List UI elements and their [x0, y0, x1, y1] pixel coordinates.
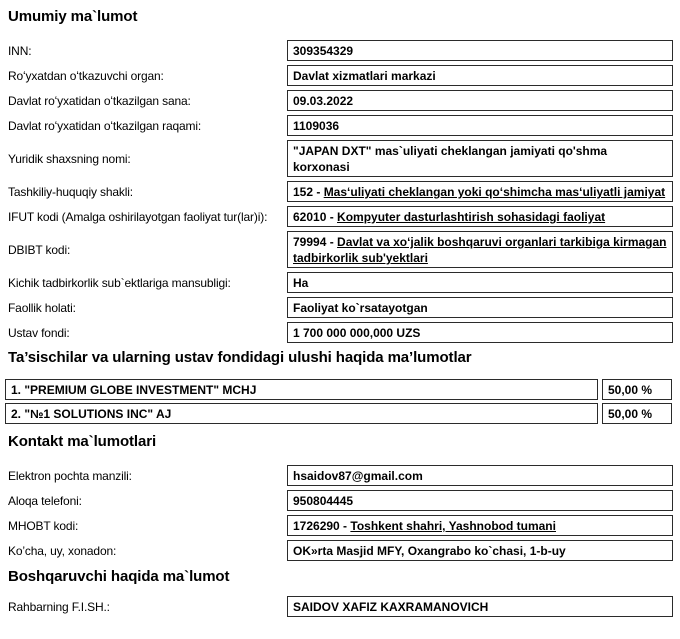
dbibt-code-link[interactable]: Davlat va xoʻjalik boshqaruvi organlari tarkibiga kirmagan tadbirkorlik sub'yektlari	[293, 235, 667, 265]
form-row-small-business	[8, 272, 672, 293]
legal-form-link[interactable]: Masʻuliyati cheklangan yoki qoʻshimcha masʻuliyatli jamiyat	[323, 185, 666, 199]
section-title-contact: Kontakt ma`lumotlari	[8, 433, 157, 450]
dbibt-code-value-box	[287, 231, 673, 268]
section-title-manager: Boshqaruvchi haqida ma`lumot	[8, 568, 230, 585]
section-general	[8, 8, 672, 343]
phone-value: 950804445	[293, 494, 354, 508]
founder-name: 2. "№1 SOLUTIONS INC" AJ	[5, 403, 598, 424]
form-row-dbibt-code	[8, 231, 672, 268]
manager-name-label: Rahbarning F.I.SH.:	[8, 599, 110, 614]
legal-name-value-box	[287, 140, 673, 177]
phone-value-box	[287, 490, 673, 511]
registration-number-value-box	[287, 115, 673, 136]
founder-row	[5, 403, 672, 424]
charter-capital-value: 1 700 000 000,000 UZS	[293, 326, 421, 340]
legal-form-code: 152 -	[293, 185, 324, 199]
registration-date-value: 09.03.2022	[293, 94, 354, 108]
registration-date-value-box	[287, 90, 673, 111]
registration-organ-value: Davlat xizmatlari markazi	[293, 69, 436, 83]
registration-date-label: Davlat roʻyxatidan oʻtkazilgan sana:	[8, 93, 191, 108]
manager-name-value: SAIDOV XAFIZ KAXRAMANOVICH	[293, 600, 489, 614]
form-row-registration-date	[8, 90, 672, 111]
dbibt-code-label: DBIBT kodi:	[8, 242, 71, 257]
registration-organ-value-box	[287, 65, 673, 86]
founder-name: 1. "PREMIUM GLOBE INVESTMENT" MCHJ	[5, 379, 598, 400]
registration-number-label: Davlat roʻyxatidan oʻtkazilgan raqami:	[8, 118, 202, 133]
founder-share: 50,00 %	[602, 379, 672, 400]
activity-status-value: Faoliyat ko`rsatayotgan	[293, 301, 428, 315]
address-value-box	[287, 540, 673, 561]
form-row-legal-name	[8, 140, 672, 177]
mhobt-code-link[interactable]: Toshkent shahri, Yashnobod tumani	[350, 519, 556, 533]
form-row-registration-number	[8, 115, 672, 136]
small-business-value: Ha	[293, 276, 309, 290]
form-row-activity-status	[8, 297, 672, 318]
founders-table	[5, 379, 672, 424]
section-manager	[8, 568, 672, 617]
inn-value: 309354329	[293, 44, 354, 58]
email-value: hsaidov87@gmail.com	[293, 469, 423, 483]
form-row-legal-form	[8, 181, 672, 202]
form-row-email	[8, 465, 672, 486]
phone-label: Aloqa telefoni:	[8, 493, 82, 508]
founder-share: 50,00 %	[602, 403, 672, 424]
ifut-code-link[interactable]: Kompyuter dasturlashtirish sohasidagi faoliyat	[337, 210, 606, 224]
form-row-registration-organ	[8, 65, 672, 86]
charter-capital-value-box	[287, 322, 673, 343]
email-value-box	[287, 465, 673, 486]
section-title-general: Umumiy ma`lumot	[8, 8, 138, 25]
ifut-code-label: IFUT kodi (Amalga oshirilayotgan faoliyat tur(lar)i):	[8, 209, 268, 224]
address-value: OK»rta Masjid MFY, Oxangrabo ko`chasi, 1-b-uy	[293, 544, 566, 558]
small-business-value-box	[287, 272, 673, 293]
activity-status-label: Faollik holati:	[8, 300, 76, 315]
ifut-code: 62010 -	[293, 210, 338, 224]
section-contact	[8, 433, 672, 561]
legal-form-label: Tashkiliy-huquqiy shakli:	[8, 184, 133, 199]
inn-value-box	[287, 40, 673, 61]
section-title-founders: Ta’sischilar va ularning ustav fondidagi ulushi haqida ma’lumotlar	[8, 349, 472, 366]
legal-name-label: Yuridik shaxsning nomi:	[8, 151, 131, 166]
inn-label: INN:	[8, 43, 32, 58]
form-row-ifut-code	[8, 206, 672, 227]
form-row-address	[8, 540, 672, 561]
registration-organ-label: Roʻyxatdan oʻtkazuvchi organ:	[8, 68, 164, 83]
address-label: Ko’cha, uy, xonadon:	[8, 543, 117, 558]
registration-number-value: 1109036	[293, 119, 340, 133]
company-info-page	[8, 8, 672, 617]
legal-form-value-box	[287, 181, 673, 202]
mhobt-code-value-box	[287, 515, 673, 536]
activity-status-value-box	[287, 297, 673, 318]
charter-capital-label: Ustav fondi:	[8, 325, 70, 340]
manager-name-value-box	[287, 596, 673, 617]
form-row-mhobt-code	[8, 515, 672, 536]
ifut-code-value-box	[287, 206, 673, 227]
form-row-manager-name	[8, 596, 672, 617]
section-founders	[8, 349, 672, 424]
legal-name-value: "JAPAN DXT" mas`uliyati cheklangan jamiyati qo'shma korxonasi	[293, 144, 608, 174]
email-label: Elektron pochta manzili:	[8, 468, 132, 483]
founder-row	[5, 379, 672, 400]
form-row-charter-capital	[8, 322, 672, 343]
mhobt-code: 1726290 -	[293, 519, 351, 533]
form-row-inn	[8, 40, 672, 61]
dbibt-code: 79994 -	[293, 235, 338, 249]
mhobt-code-label: MHOBT kodi:	[8, 518, 79, 533]
form-row-phone	[8, 490, 672, 511]
small-business-label: Kichik tadbirkorlik sub`ektlariga mansubligi:	[8, 275, 231, 290]
